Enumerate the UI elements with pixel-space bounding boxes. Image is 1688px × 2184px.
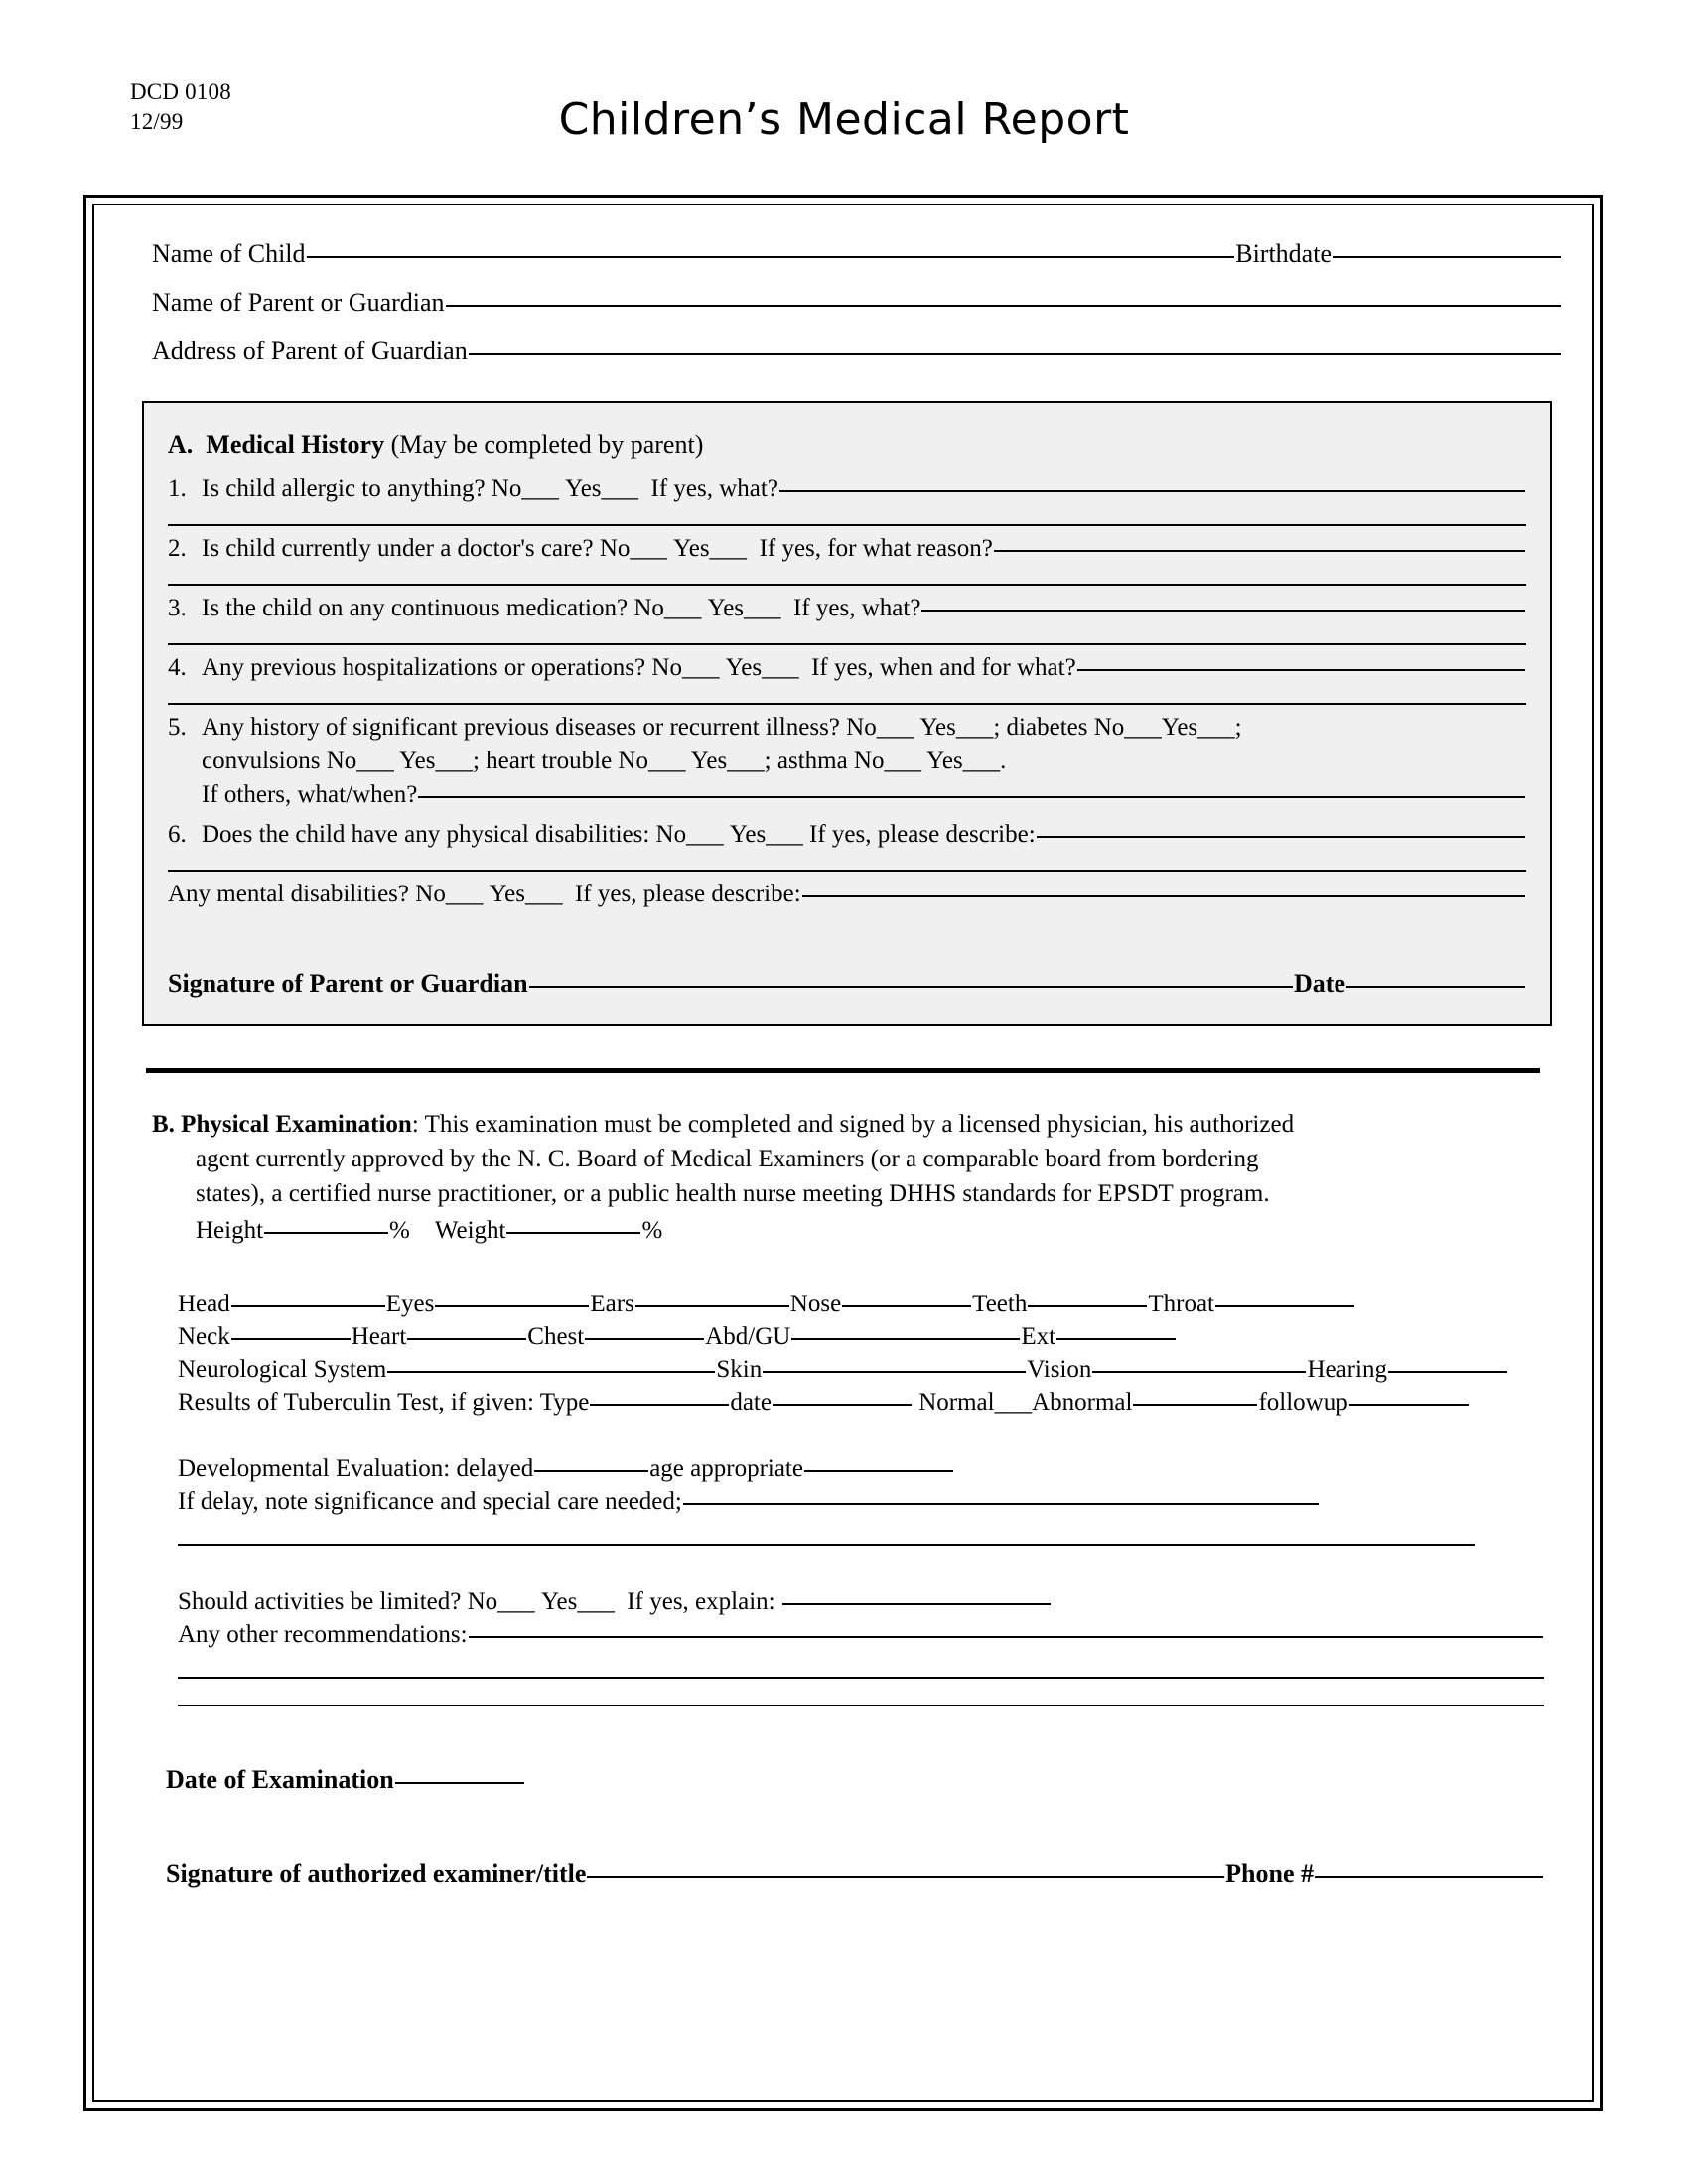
- question-1-answer-input-line2[interactable]: [168, 524, 1526, 526]
- mental-disabilities-yes-checkbox[interactable]: Yes___: [489, 881, 563, 907]
- other-recommendations-label: Any other recommendations:: [178, 1621, 468, 1648]
- question-2-text: Is child currently under a doctor's care?: [202, 535, 594, 562]
- question-6-yes-checkbox[interactable]: Yes___: [729, 821, 803, 848]
- question-5-yes-checkbox[interactable]: Yes___: [919, 714, 994, 741]
- exam-row-3: [178, 1353, 1544, 1386]
- exam-row-tuberculin: [178, 1386, 1544, 1419]
- mental-disabilities-no-checkbox[interactable]: No___: [415, 881, 484, 907]
- other-recommendations-row: [178, 1618, 1544, 1651]
- height-unit: %: [389, 1217, 410, 1244]
- exam-fields-block: [152, 1288, 1544, 1419]
- field-teeth-input[interactable]: [1028, 1305, 1147, 1307]
- section-b-intro-text-1: : This examination must be completed and signed by a licensed physician, his authorized: [411, 1111, 1295, 1138]
- parent-signature-date-label: Date: [1294, 969, 1345, 998]
- other-recommendations-input-line2[interactable]: [178, 1677, 1544, 1679]
- question-2-number: 2.: [168, 535, 187, 562]
- section-b-intro: [152, 1107, 1544, 1211]
- row-address-of-parent: [124, 327, 1562, 375]
- delay-note-label: If delay, note significance and special care needed;: [178, 1488, 682, 1515]
- height-input[interactable]: [264, 1232, 388, 1234]
- delay-note-input-line2[interactable]: [178, 1544, 1475, 1546]
- question-5-others-input[interactable]: [418, 796, 1525, 798]
- activities-limited-yes-checkbox[interactable]: Yes___: [540, 1588, 615, 1615]
- form-outer-border: [83, 195, 1603, 2111]
- section-a-letter: A.: [168, 430, 194, 459]
- address-of-parent-input[interactable]: [469, 353, 1561, 355]
- field-neck-label: Neck: [178, 1323, 230, 1350]
- parent-signature-label: Signature of Parent or Guardian: [168, 969, 528, 998]
- field-hearing-input[interactable]: [1388, 1371, 1507, 1373]
- question-4-answer-input-line2[interactable]: [168, 703, 1526, 705]
- question-1-yes-checkbox[interactable]: Yes___: [565, 476, 639, 502]
- date-of-examination-label: Date of Examination: [166, 1765, 394, 1794]
- section-a-title-text: Medical History: [206, 430, 385, 459]
- address-of-parent-label: Address of Parent of Guardian: [152, 337, 468, 365]
- developmental-delayed-input[interactable]: [534, 1470, 648, 1472]
- question-4: [168, 651, 1526, 705]
- question-2: [168, 532, 1526, 586]
- question-5-text: Any history of significant previous diseases or recurrent illness?: [202, 714, 840, 741]
- examiner-signature-input[interactable]: [587, 1876, 1224, 1878]
- field-eyes-label: Eyes: [385, 1291, 435, 1317]
- question-2-followup-label: If yes, for what reason?: [759, 535, 993, 562]
- question-1-answer-input[interactable]: [779, 490, 1525, 492]
- question-2-no-checkbox[interactable]: No___: [599, 535, 667, 562]
- developmental-evaluation-row: [178, 1452, 1544, 1485]
- question-5-others-label: If others, what/when?: [202, 781, 418, 808]
- name-of-child-input[interactable]: [307, 256, 1235, 258]
- name-of-parent-label: Name of Parent or Guardian: [152, 288, 445, 317]
- exam-row-2: [178, 1320, 1544, 1353]
- tuberculin-normal-checkbox[interactable]: Normal___: [918, 1389, 1033, 1416]
- question-1-number: 1.: [168, 476, 187, 502]
- field-skin-input[interactable]: [763, 1371, 1026, 1373]
- question-3-answer-input-line2[interactable]: [168, 643, 1526, 645]
- question-4-text: Any previous hospitalizations or operations?: [202, 654, 646, 681]
- section-a-medical-history: [142, 401, 1552, 1026]
- form-revision-date: 12/99: [130, 109, 184, 134]
- weight-input[interactable]: [506, 1232, 640, 1234]
- question-6-followup-label: If yes, please describe:: [809, 821, 1036, 848]
- examiner-signature-label: Signature of authorized examiner/title: [166, 1859, 587, 1888]
- row-name-of-parent: [124, 278, 1562, 327]
- question-4-followup-label: If yes, when and for what?: [811, 654, 1076, 681]
- field-teeth-label: Teeth: [972, 1291, 1028, 1317]
- activity-limits-block: [152, 1585, 1544, 1706]
- question-5-conditions-line[interactable]: [168, 745, 1526, 778]
- name-of-parent-input[interactable]: [446, 305, 1561, 307]
- question-5-conditions-text[interactable]: convulsions No___ Yes___; heart trouble No___ Yes___; asthma No___ Yes___.: [202, 748, 1007, 774]
- field-skin-label: Skin: [716, 1356, 763, 1383]
- field-nose-input[interactable]: [842, 1305, 971, 1307]
- delay-note-input[interactable]: [683, 1503, 1319, 1505]
- field-abdgu-input[interactable]: [791, 1338, 1020, 1340]
- name-of-child-label: Name of Child: [152, 239, 306, 268]
- date-of-examination-input[interactable]: [395, 1782, 524, 1784]
- field-neurological-label: Neurological System: [178, 1356, 387, 1383]
- field-chest-input[interactable]: [585, 1338, 704, 1340]
- activities-limited-label: Should activities be limited?: [178, 1588, 462, 1615]
- field-heart-input[interactable]: [407, 1338, 526, 1340]
- section-b-intro-line-1: [152, 1107, 1544, 1142]
- tuberculin-label: Results of Tuberculin Test, if given: Type: [178, 1389, 590, 1416]
- activities-limited-row: [178, 1585, 1544, 1618]
- question-1-text: Is child allergic to anything?: [202, 476, 486, 502]
- birthdate-input[interactable]: [1333, 256, 1561, 258]
- question-4-yes-checkbox[interactable]: Yes___: [725, 654, 799, 681]
- question-4-answer-input[interactable]: [1077, 669, 1525, 671]
- mental-disabilities-followup-label: If yes, please describe:: [574, 881, 801, 907]
- field-neck-input[interactable]: [231, 1338, 351, 1340]
- parent-signature-row: [168, 969, 1526, 999]
- examiner-signature-row: [152, 1856, 1544, 1891]
- question-6-no-checkbox[interactable]: No___: [655, 821, 724, 848]
- question-5-others-line: [168, 778, 1526, 812]
- field-nose-label: Nose: [789, 1291, 842, 1317]
- question-5-no-checkbox[interactable]: No___: [846, 714, 914, 741]
- developmental-evaluation-label: Developmental Evaluation: delayed: [178, 1455, 534, 1482]
- tuberculin-date-input[interactable]: [773, 1404, 912, 1406]
- question-2-yes-checkbox[interactable]: Yes___: [673, 535, 748, 562]
- field-vision-label: Vision: [1027, 1356, 1092, 1383]
- field-throat-label: Throat: [1148, 1291, 1214, 1317]
- section-a-subtitle: (May be completed by parent): [390, 430, 704, 459]
- section-a-heading: [168, 423, 1526, 467]
- weight-label: Weight: [434, 1217, 506, 1244]
- question-4-number: 4.: [168, 654, 187, 681]
- parent-signature-input[interactable]: [529, 986, 1293, 988]
- other-recommendations-input[interactable]: [469, 1636, 1543, 1638]
- question-3-answer-input[interactable]: [921, 610, 1525, 612]
- question-6-answer-input[interactable]: [1037, 836, 1525, 838]
- question-2-answer-input-line2[interactable]: [168, 584, 1526, 586]
- question-6-number: 6.: [168, 821, 187, 848]
- tuberculin-abnormal-label[interactable]: Abnormal: [1032, 1389, 1133, 1416]
- exam-row-1: [178, 1288, 1544, 1320]
- examiner-phone-label: Phone #: [1225, 1859, 1314, 1888]
- other-recommendations-input-line3[interactable]: [178, 1705, 1544, 1706]
- developmental-age-appropriate-input[interactable]: [804, 1470, 953, 1472]
- question-5: [168, 711, 1526, 812]
- form-code: DCD 0108: [130, 79, 231, 104]
- field-head-label: Head: [178, 1291, 230, 1317]
- field-vision-input[interactable]: [1092, 1371, 1306, 1373]
- field-throat-input[interactable]: [1215, 1305, 1354, 1307]
- field-abdgu-label: Abd/GU: [705, 1323, 791, 1350]
- field-heart-label: Heart: [351, 1323, 407, 1350]
- date-of-examination-row: [152, 1762, 1544, 1797]
- tuberculin-followup-label: followup: [1258, 1389, 1348, 1416]
- question-2-answer-input[interactable]: [994, 550, 1525, 552]
- question-3: [168, 592, 1526, 645]
- activities-limited-explain-label: If yes, explain:: [627, 1588, 775, 1615]
- form-inner-border: [92, 204, 1594, 2102]
- question-1-followup-label: If yes, what?: [650, 476, 778, 502]
- field-neurological-input[interactable]: [387, 1371, 715, 1373]
- tuberculin-abnormal-input[interactable]: [1133, 1404, 1257, 1406]
- field-ext-label: Ext: [1021, 1323, 1056, 1350]
- field-chest-label: Chest: [527, 1323, 585, 1350]
- delay-note-row: [178, 1485, 1544, 1518]
- section-b-intro-line-2: agent currently approved by the N. C. Board of Medical Examiners (or a comparable board from bordering: [196, 1146, 1259, 1172]
- height-weight-row: [152, 1213, 1544, 1248]
- question-3-yes-checkbox[interactable]: Yes___: [707, 595, 781, 621]
- page-title: Children’s Medical Report: [558, 94, 1130, 145]
- question-5-diabetes-checkboxes[interactable]: ; diabetes No___Yes___;: [993, 714, 1242, 741]
- question-6: [168, 818, 1526, 872]
- birthdate-label: Birthdate: [1235, 239, 1332, 268]
- height-label: Height: [196, 1217, 264, 1244]
- question-1-no-checkbox[interactable]: No___: [491, 476, 559, 502]
- field-hearing-label: Hearing: [1307, 1356, 1387, 1383]
- weight-unit: %: [641, 1217, 663, 1244]
- activities-limited-explain-input[interactable]: [782, 1603, 1051, 1605]
- mental-disabilities-text: Any mental disabilities?: [168, 881, 410, 907]
- tuberculin-type-input[interactable]: [590, 1404, 729, 1406]
- question-1: [168, 473, 1526, 526]
- page-header: [0, 0, 1688, 145]
- section-b-intro-line-3: states), a certified nurse practitioner, or a public health nurse meeting DHHS standards for EPSDT program.: [196, 1180, 1270, 1207]
- question-4-no-checkbox[interactable]: No___: [651, 654, 720, 681]
- tuberculin-date-label: date: [730, 1389, 772, 1416]
- question-3-followup-label: If yes, what?: [793, 595, 921, 621]
- form-body: [94, 205, 1592, 2100]
- section-b-physical-examination: [124, 1073, 1562, 1891]
- question-6-text: Does the child have any physical disabilities:: [202, 821, 650, 848]
- section-b-heading: B. Physical Examination: [152, 1111, 412, 1138]
- question-3-number: 3.: [168, 595, 187, 621]
- developmental-evaluation-block: [152, 1452, 1544, 1546]
- question-mental-disabilities: [168, 878, 1526, 911]
- developmental-age-appropriate-label: age appropriate: [649, 1455, 803, 1482]
- field-ext-input[interactable]: [1056, 1338, 1176, 1340]
- tuberculin-followup-input[interactable]: [1349, 1404, 1469, 1406]
- field-ears-input[interactable]: [635, 1305, 789, 1307]
- examiner-phone-input[interactable]: [1315, 1876, 1543, 1878]
- parent-signature-date-input[interactable]: [1346, 986, 1525, 988]
- mental-disabilities-answer-input[interactable]: [802, 895, 1525, 897]
- field-head-input[interactable]: [231, 1305, 385, 1307]
- question-3-no-checkbox[interactable]: No___: [633, 595, 702, 621]
- field-eyes-input[interactable]: [435, 1305, 589, 1307]
- activities-limited-no-checkbox[interactable]: No___: [467, 1588, 535, 1615]
- row-name-of-child: [124, 229, 1562, 278]
- question-5-number: 5.: [168, 714, 187, 741]
- question-6-answer-input-line2[interactable]: [168, 870, 1526, 872]
- question-3-text: Is the child on any continuous medication?: [202, 595, 629, 621]
- field-ears-label: Ears: [590, 1291, 634, 1317]
